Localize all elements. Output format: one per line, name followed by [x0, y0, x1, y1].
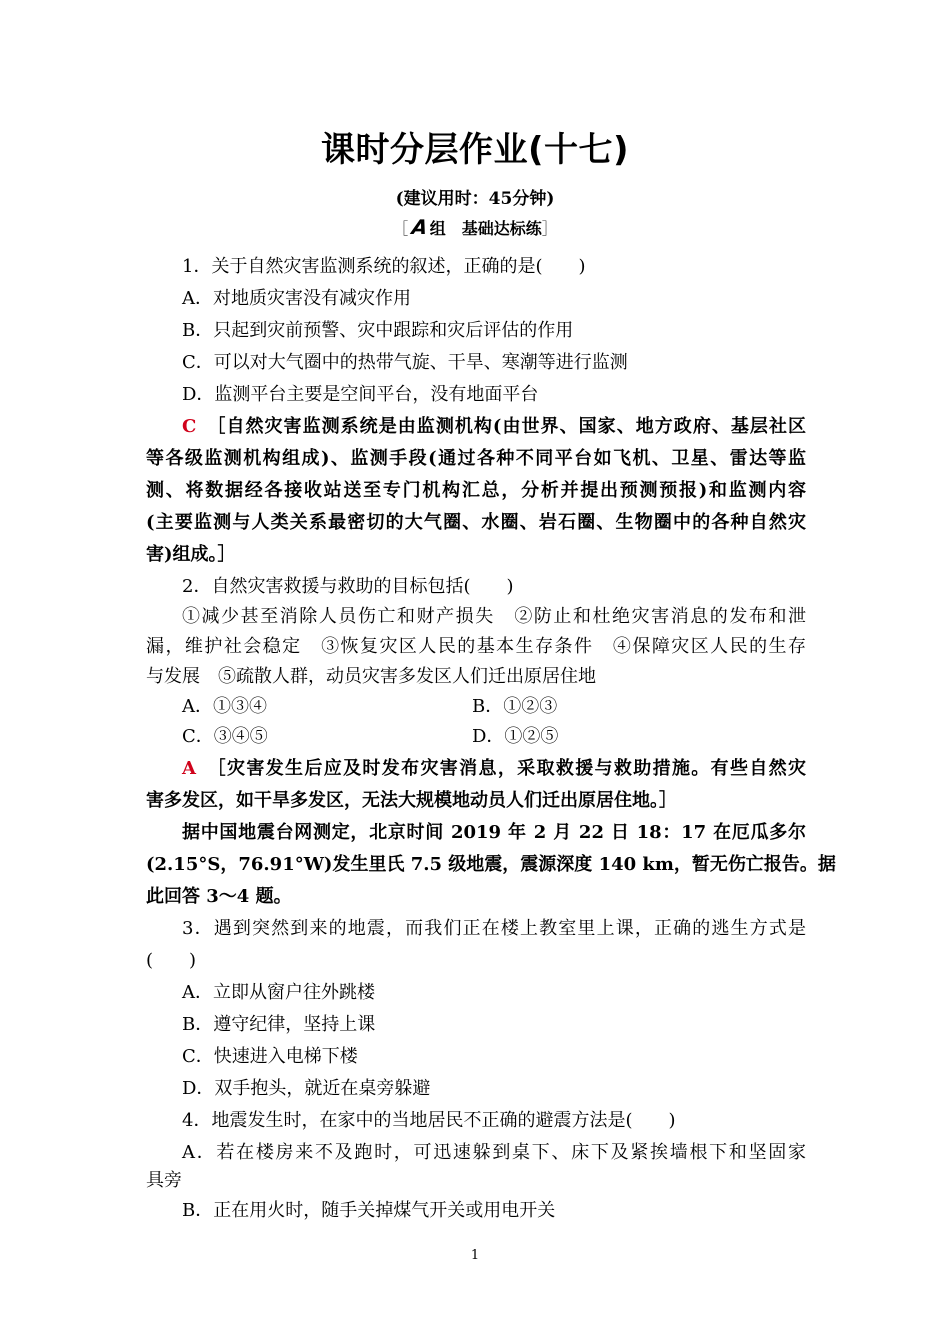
q1-explanation-line: 测、将数据经各接收站送至专门机构汇总，分析并提出预测预报)和监测内容	[146, 480, 806, 501]
q1-option-b: B．只起到灾前预警、灾中跟踪和灾后评估的作用	[182, 320, 574, 341]
q1-answer: C	[182, 416, 197, 437]
q2-explanation-line: 害多发区，如干旱多发区，无法大规模地动员人们迁出原居住地。］	[146, 790, 677, 811]
material-line: 据中国地震台网测定，北京时间 2019 年 2 月 22 日 18：17 在厄瓜多尔	[182, 822, 806, 843]
q2-answer: A	[182, 758, 196, 779]
q1-stem: 1．关于自然灾害监测系统的叙述，正确的是( )	[182, 256, 586, 277]
q2-option-d: D．①②⑤	[472, 726, 559, 747]
q4-option-a: A．若在楼房来不及跑时，可迅速躲到桌下、床下及紧挨墙根下和坚固家	[182, 1142, 806, 1163]
q2-option-a: A．①③④	[182, 696, 267, 717]
q1-option-c: C．可以对大气圈中的热带气旋、干旱、寒潮等进行监测	[182, 352, 628, 373]
q2-explanation-line: A ［灾害发生后应及时发布灾害消息，采取救援与救助措施。有些自然灾	[182, 758, 807, 779]
q3-stem: 3．遇到突然到来的地震，而我们正在楼上教室里上课，正确的逃生方式是	[182, 918, 806, 939]
q1-option-a: A．对地质灾害没有减灾作用	[182, 288, 411, 309]
q4-option-a-cont: 具旁	[146, 1170, 182, 1191]
q2-body-line: 漏，维护社会稳定 ③恢复灾区人民的基本生存条件 ④保障灾区人民的生存	[146, 636, 806, 657]
q1-explanation-line: C ［自然灾害监测系统是由监测机构(由世界、国家、地方政府、基层社区	[182, 416, 807, 437]
q2-stem: 2．自然灾害救援与救助的目标包括( )	[182, 576, 514, 597]
page-title: 课时分层作业(十七)	[320, 130, 630, 170]
q3-stem-cont: ( )	[146, 950, 197, 971]
material-line: 此回答 3～4 题。	[146, 886, 292, 907]
group-letter: A	[410, 215, 430, 239]
q1-option-d: D．监测平台主要是空间平台，没有地面平台	[182, 384, 539, 405]
q2-option-b: B．①②③	[472, 696, 558, 717]
q1-explanation-line: 害)组成。］	[146, 544, 236, 565]
group-label: 组 基础达标练	[429, 219, 542, 238]
group-bracket-right: ］	[541, 219, 558, 238]
time-suggestion: (建议用时：45分钟)	[395, 189, 555, 209]
material-line: (2.15°S，76.91°W)发生里氏 7.5 级地震，震源深度 140 km，暂无伤亡报告。据	[146, 854, 836, 875]
q1-explanation-line: (主要监测与人类关系最密切的大气圈、水圈、岩石圈、生物圈中的各种自然灾	[146, 512, 806, 533]
page-number: 1	[470, 1248, 480, 1263]
q3-option-c: C．快速进入电梯下楼	[182, 1046, 358, 1067]
q3-option-b: B．遵守纪律，坚持上课	[182, 1014, 376, 1035]
q4-option-b: B．正在用火时，随手关掉煤气开关或用电开关	[182, 1200, 556, 1221]
q4-stem: 4．地震发生时，在家中的当地居民不正确的避震方法是( )	[182, 1110, 676, 1131]
q2-option-c: C．③④⑤	[182, 726, 268, 747]
group-bracket-left: ［	[392, 219, 409, 238]
group-heading	[0, 215, 950, 239]
q1-explanation-line: 等各级监测机构组成)、监测手段(通过各种不同平台如飞机、卫星、雷达等监	[146, 448, 806, 469]
q2-body-line: 与发展 ⑤疏散人群，动员灾害多发区人们迁出原居住地	[146, 666, 596, 687]
q3-option-d: D．双手抱头，就近在桌旁躲避	[182, 1078, 431, 1099]
q3-option-a: A．立即从窗户往外跳楼	[182, 982, 375, 1003]
q2-body-line: ①减少甚至消除人员伤亡和财产损失 ②防止和杜绝灾害消息的发布和泄	[182, 606, 806, 627]
